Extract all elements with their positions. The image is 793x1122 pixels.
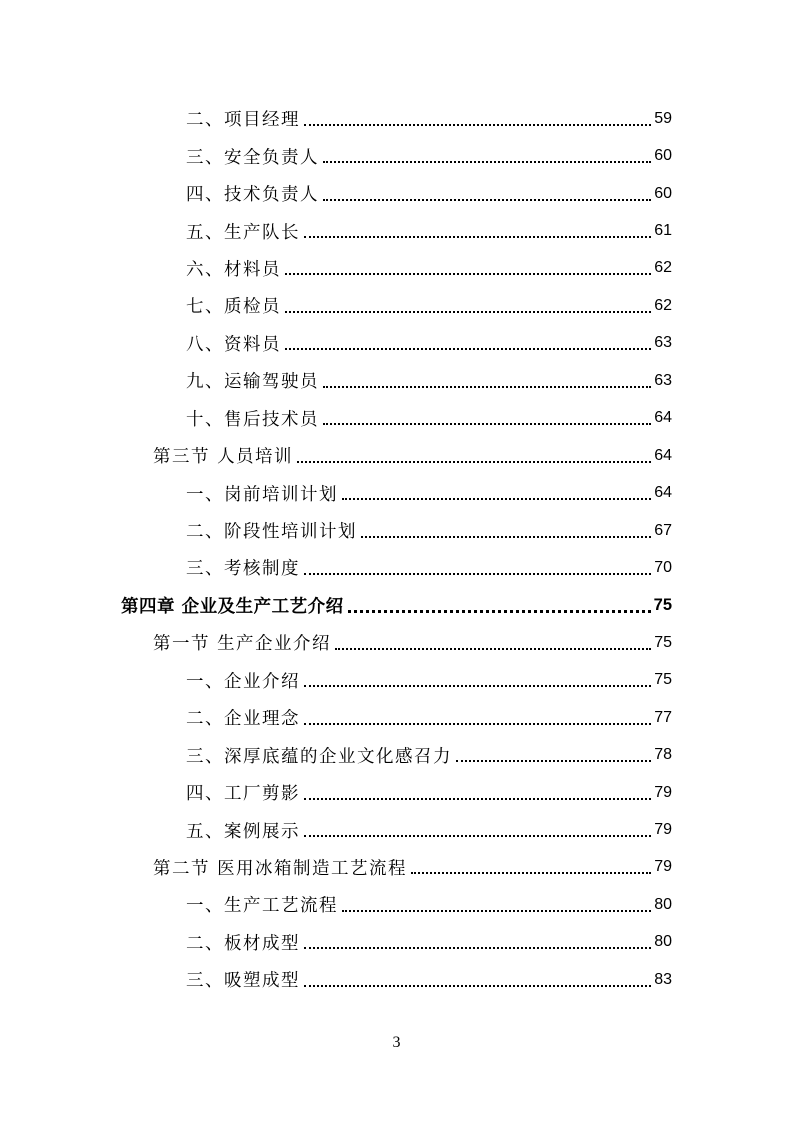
toc-dot-leader — [304, 723, 651, 725]
toc-dot-leader — [348, 610, 651, 613]
toc-entry-page: 61 — [654, 222, 672, 240]
toc-entry-title: 三、深厚底蕴的企业文化感召力 — [186, 746, 452, 767]
toc-entry[interactable] — [0, 699, 793, 736]
toc-entry[interactable] — [0, 549, 793, 586]
toc-entry-title: 第四章 企业及生产工艺介绍 — [121, 596, 344, 617]
toc-dot-leader — [335, 648, 651, 650]
toc-section-entry[interactable] — [0, 849, 793, 886]
toc-entry[interactable] — [0, 287, 793, 324]
toc-dot-leader — [304, 573, 651, 575]
toc-dot-leader — [297, 461, 651, 463]
toc-dot-leader — [304, 124, 651, 126]
toc-entry-page: 63 — [654, 371, 672, 389]
toc-dot-leader — [323, 386, 651, 388]
toc-entry-title: 三、吸塑成型 — [186, 971, 300, 992]
toc-entry-page: 64 — [654, 446, 672, 464]
toc-entry[interactable] — [0, 100, 793, 137]
toc-dot-leader — [323, 199, 651, 201]
toc-entry-page: 83 — [654, 970, 672, 988]
toc-section-entry[interactable] — [0, 437, 793, 474]
toc-entry[interactable] — [0, 924, 793, 961]
toc-dot-leader — [323, 161, 651, 163]
toc-entry-page: 62 — [654, 296, 672, 314]
toc-entry[interactable] — [0, 137, 793, 174]
toc-entry-page: 79 — [654, 783, 672, 801]
toc-dot-leader — [285, 311, 651, 313]
toc-dot-leader — [304, 236, 651, 238]
toc-entry[interactable] — [0, 736, 793, 773]
toc-entry-title: 八、资料员 — [186, 334, 281, 355]
toc-entry[interactable] — [0, 512, 793, 549]
toc-dot-leader — [304, 835, 651, 837]
toc-entry-page: 59 — [654, 109, 672, 127]
toc-dot-leader — [342, 910, 651, 912]
toc-dot-leader — [342, 498, 651, 500]
toc-entry-title: 二、阶段性培训计划 — [186, 522, 357, 543]
toc-entry-title: 一、生产工艺流程 — [186, 896, 338, 917]
toc-entry-page: 80 — [654, 895, 672, 913]
toc-entry-title: 七、质检员 — [186, 297, 281, 318]
toc-dot-leader — [456, 760, 651, 762]
toc-entry-page: 60 — [654, 147, 672, 165]
toc-entry-page: 64 — [654, 409, 672, 427]
toc-chapter-entry[interactable] — [0, 587, 793, 624]
toc-dot-leader — [304, 947, 651, 949]
toc-entry[interactable] — [0, 250, 793, 287]
toc-entry-page: 77 — [654, 708, 672, 726]
toc-entry-title: 四、技术负责人 — [186, 185, 319, 206]
toc-entry[interactable] — [0, 325, 793, 362]
toc-dot-leader — [361, 536, 651, 538]
toc-entry[interactable] — [0, 474, 793, 511]
toc-entry-page: 78 — [654, 746, 672, 764]
toc-entry-page: 79 — [654, 858, 672, 876]
toc-entry-title: 一、岗前培训计划 — [186, 484, 338, 505]
toc-entry-page: 63 — [654, 334, 672, 352]
toc-entry-title: 四、工厂剪影 — [186, 784, 300, 805]
toc-dot-leader — [304, 798, 651, 800]
toc-entry-title: 一、企业介绍 — [186, 671, 300, 692]
toc-entry[interactable] — [0, 961, 793, 998]
toc-dot-leader — [304, 985, 651, 987]
toc-dot-leader — [285, 348, 651, 350]
toc-entry-page: 79 — [654, 821, 672, 839]
toc-dot-leader — [411, 872, 651, 874]
toc-entry[interactable] — [0, 175, 793, 212]
toc-entry-title: 二、企业理念 — [186, 709, 300, 730]
toc-entry[interactable] — [0, 212, 793, 249]
toc-entry-title: 六、材料员 — [186, 259, 281, 280]
toc-entry-title: 第一节 生产企业介绍 — [153, 634, 332, 655]
toc-entry-title: 第三节 人员培训 — [153, 447, 294, 468]
toc-entry-title: 九、运输驾驶员 — [186, 372, 319, 393]
toc-entry[interactable] — [0, 662, 793, 699]
toc-entry-title: 二、板材成型 — [186, 933, 300, 954]
toc-entry-page: 64 — [654, 484, 672, 502]
toc-entry-title: 五、生产队长 — [186, 222, 300, 243]
toc-entry[interactable] — [0, 400, 793, 437]
page-number: 3 — [392, 1034, 401, 1051]
toc-entry-title: 三、考核制度 — [186, 559, 300, 580]
toc-entry-page: 70 — [654, 558, 672, 576]
toc-entry-title: 第二节 医用冰箱制造工艺流程 — [153, 858, 408, 879]
toc-entry[interactable] — [0, 811, 793, 848]
toc-section-entry[interactable] — [0, 624, 793, 661]
toc-entry-page: 75 — [654, 633, 672, 651]
toc-entry-page: 60 — [654, 184, 672, 202]
toc-entry[interactable] — [0, 774, 793, 811]
toc-entry-page: 75 — [654, 671, 672, 689]
toc-dot-leader — [285, 273, 651, 275]
toc-dot-leader — [304, 685, 651, 687]
toc-entry[interactable] — [0, 362, 793, 399]
toc-entry-title: 十、售后技术员 — [186, 409, 319, 430]
toc-entry[interactable] — [0, 886, 793, 923]
toc-entry-page: 67 — [654, 521, 672, 539]
toc-entry-title: 二、项目经理 — [186, 110, 300, 131]
toc-entry-page: 75 — [653, 595, 672, 614]
toc-dot-leader — [323, 423, 651, 425]
toc-entry-page: 80 — [654, 933, 672, 951]
toc-entry-page: 62 — [654, 259, 672, 277]
toc-entry-title: 五、案例展示 — [186, 821, 300, 842]
toc-entry-title: 三、安全负责人 — [186, 147, 319, 168]
table-of-contents — [0, 100, 793, 999]
